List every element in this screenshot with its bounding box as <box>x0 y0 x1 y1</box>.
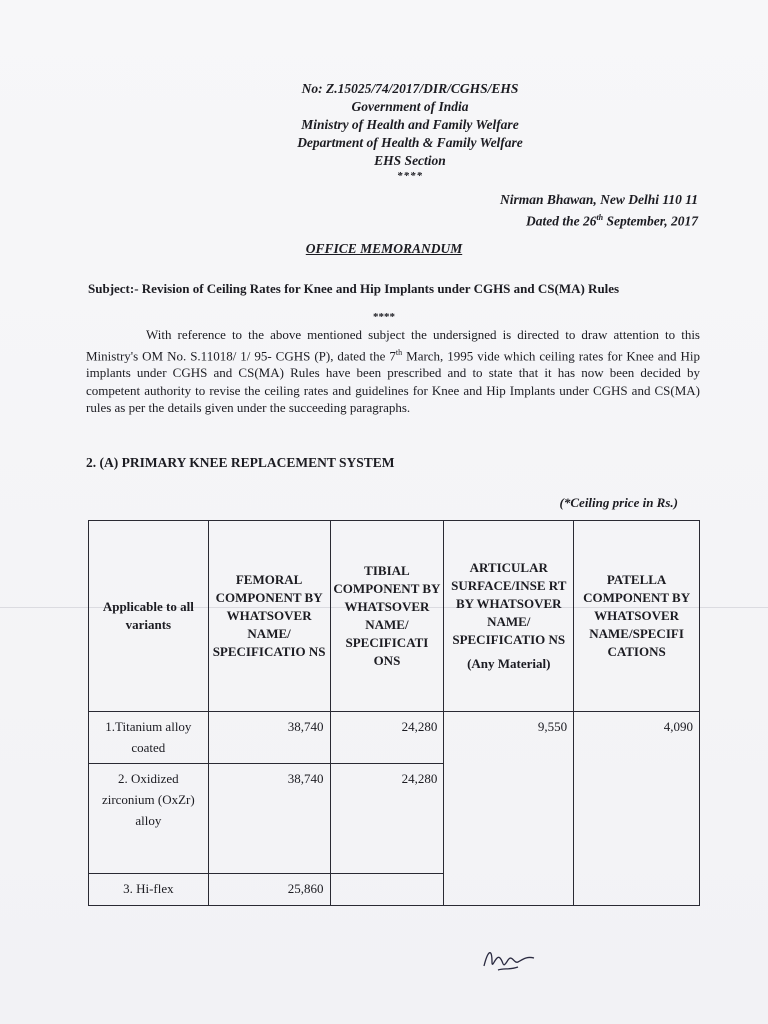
memo-title: OFFICE MEMORANDUM <box>305 241 463 256</box>
header-articular <box>444 521 574 712</box>
row-label: 3. Hi-flex <box>89 874 209 906</box>
place-date-block <box>378 191 698 231</box>
tibial-price: 24,280 <box>330 764 444 874</box>
header-articular-text: ARTICULAR SURFACE/INSE RT BY WHATSOVER NAME/ SPECIFICATIO NS <box>451 560 567 647</box>
femoral-price: 38,740 <box>208 712 330 764</box>
row-label: 1.Titanium alloy coated <box>89 712 209 764</box>
address-line: Nirman Bhawan, New Delhi 110 11 <box>499 192 698 207</box>
row-label: 2. Oxidized zirconium (OxZr) alloy <box>89 764 209 874</box>
subject-stars: **** <box>373 311 395 323</box>
table-header-row <box>89 521 700 712</box>
file-number: No: Z.15025/74/2017/DIR/CGHS/EHS <box>301 81 519 96</box>
articular-price: 9,550 <box>444 712 574 906</box>
signature <box>478 940 538 980</box>
header-applicable: Applicable to all variants <box>89 521 209 712</box>
header-stars: **** <box>397 170 423 182</box>
section-heading: 2. (A) PRIMARY KNEE REPLACEMENT SYSTEM <box>86 455 395 470</box>
date-prefix: Dated the 26 <box>525 213 597 229</box>
femoral-price: 25,860 <box>208 874 330 906</box>
date-suffix: September, 2017 <box>603 213 698 229</box>
header-femoral: FEMORAL COMPONENT BY WHATSOVER NAME/ SPECIFICATIO NS <box>208 521 330 712</box>
department-line: Department of Health & Family Welfare <box>297 135 523 150</box>
header-articular-note: (Any Material) <box>467 656 551 671</box>
ceiling-price-note: (*Ceiling price in Rs.) <box>559 495 678 510</box>
paragraph-part1: With reference to the above mentioned subject the undersigned is directed to draw attention to this Ministry's OM No. S.11018/ 1/ 95- CGHS (P), dated the 7 <box>86 327 700 363</box>
header-patella: PATELLA COMPONENT BY WHATSOVER NAME/SPECIFI CATIONS <box>574 521 700 712</box>
paragraph-part2: March, 1995 vide which ceiling rates for Knee and Hip implants under CGHS and CS(MA) Rules have been prescribed and to state that it has now been decided by competent authority to revise the ceiling rates and guidelines for Knee and Hip Implants under CGHS and CS(MA) rules as per the details given under the succeeding paragraphs. <box>86 347 701 416</box>
tibial-price: 24,280 <box>330 712 444 764</box>
letterhead <box>250 80 570 182</box>
government-line: Government of India <box>351 99 469 114</box>
knee-implant-rates-table <box>88 520 700 906</box>
date-line <box>378 209 698 231</box>
patella-price: 4,090 <box>574 712 700 906</box>
body-paragraph <box>86 326 700 417</box>
table-row <box>89 712 700 764</box>
subject-line: Subject:- Revision of Ceiling Rates for Knee and Hip Implants under CGHS and CS(MA) Rules <box>88 281 620 296</box>
section-line: EHS Section <box>374 153 446 168</box>
header-tibial: TIBIAL COMPONENT BY WHATSOVER NAME/ SPECIFICATI ONS <box>330 521 444 712</box>
ministry-line: Ministry of Health and Family Welfare <box>301 117 519 132</box>
date-sup: th <box>596 213 604 222</box>
femoral-price: 38,740 <box>208 764 330 874</box>
paragraph-sup: th <box>395 347 403 357</box>
tibial-price <box>330 874 444 906</box>
